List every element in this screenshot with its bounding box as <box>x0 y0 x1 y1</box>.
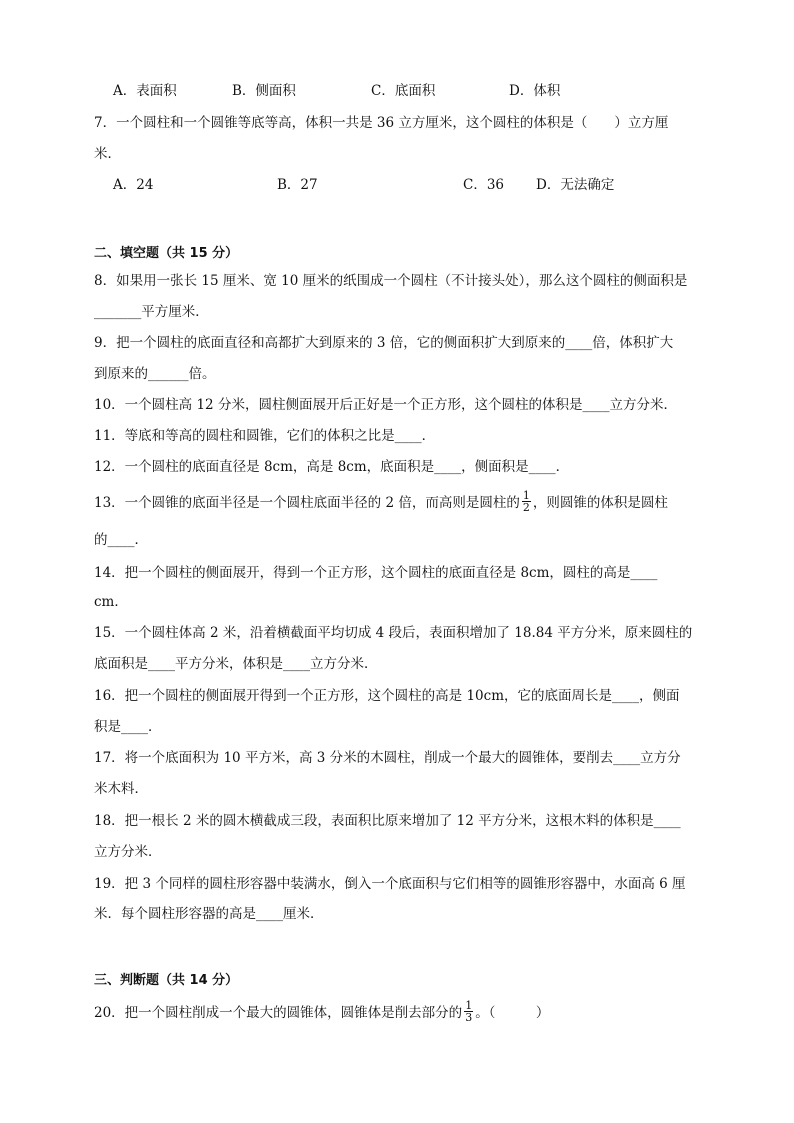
q18-line-1: 18．把一根长 2 米的圆木横截成三段，表面积比原来增加了 12 平方分米，这根木料的体积是____ <box>94 813 681 829</box>
q9-line-1: 9．把一个圆柱的底面直径和高都扩大到原来的 3 倍，它的侧面积扩大到原来的____倍，体积扩大 <box>94 335 674 351</box>
q14-line-2: cm． <box>94 594 128 610</box>
q7-option-c: C．36 <box>463 177 505 193</box>
q20-text <box>94 999 550 1025</box>
q12-text: 12．一个圆柱的底面直径是 8cm，高是 8cm，底面积是____，侧面积是____． <box>94 459 570 475</box>
q20-frac-den: 3 <box>465 1011 473 1024</box>
q7-option-b: B．27 <box>277 177 318 193</box>
q16-line-2: 积是____． <box>94 719 162 735</box>
q7-line-2: 米． <box>94 146 121 162</box>
q14-line-1: 14．把一个圆柱的侧面展开，得到一个正方形，这个圆柱的底面直径是 8cm，圆柱的高是____ <box>94 565 658 581</box>
q16-line-1: 16．把一个圆柱的侧面展开得到一个正方形，这个圆柱的高是 10cm，它的底面周长是____，侧面 <box>94 688 680 704</box>
q13-text-after: ，则圆锥的体积是圆柱 <box>532 495 668 511</box>
q8-line-1: 8．如果用一张长 15 厘米、宽 10 厘米的纸围成一个圆柱（不计接头处），那么这个圆柱的侧面积是 <box>94 273 688 289</box>
section-3-heading: 三、判断题（共 14 分） <box>94 973 239 988</box>
q15-line-2: 底面积是____平方分米，体积是____立方分米． <box>94 656 378 672</box>
q6-option-d: D．体积 <box>509 83 561 99</box>
q11-text: 11．等底和等高的圆柱和圆锥，它们的体积之比是____． <box>94 428 436 444</box>
q20-frac-num: 1 <box>465 999 473 1012</box>
q20-text-after: 。（ ） <box>475 1005 550 1021</box>
section-2-heading: 二、填空题（共 15 分） <box>94 246 239 261</box>
q6-option-b: B．侧面积 <box>232 83 296 99</box>
q20-text-before: 20．把一个圆柱削成一个最大的圆锥体，圆锥体是削去部分的 <box>94 1005 463 1021</box>
q17-line-1: 17．将一个底面积为 10 平方米，高 3 分米的木圆柱，削成一个最大的圆锥体，要削去____立方分 <box>94 750 681 766</box>
q19-line-1: 19．把 3 个同样的圆柱形容器中装满水，倒入一个底面积与它们相等的圆锥形容器中，水面高 6 厘 <box>94 876 686 892</box>
q20-fraction <box>464 1000 473 1023</box>
q15-line-1: 15．一个圆柱体高 2 米，沿着横截面平均切成 4 段后，表面积增加了 18.84 平方分米，原来圆柱的 <box>94 625 693 641</box>
q13-fraction <box>522 490 531 513</box>
q13-line-1 <box>94 489 668 515</box>
q9-line-2: 到原来的______倍。 <box>94 366 216 382</box>
q17-line-2: 米木料． <box>94 781 148 797</box>
q13-line-2: 的____． <box>94 532 148 548</box>
q13-frac-num: 1 <box>522 489 530 502</box>
q13-frac-den: 2 <box>522 501 530 514</box>
q8-line-2: _______平方厘米． <box>94 304 209 320</box>
q10-text: 10．一个圆柱高 12 分米，圆柱侧面展开后正好是一个正方形，这个圆柱的体积是____立方分米． <box>94 397 677 413</box>
q7-option-a: A．24 <box>113 177 154 193</box>
q18-line-2: 立方分米． <box>94 844 162 860</box>
q13-text-before: 13．一个圆锥的底面半径是一个圆柱底面半径的 2 倍，而高则是圆柱的 <box>94 495 520 511</box>
q19-line-2: 米．每个圆柱形容器的高是____厘米． <box>94 906 324 922</box>
q6-option-c: C．底面积 <box>371 83 436 99</box>
q7-line-1: 7．一个圆柱和一个圆锥等底等高，体积一共是 36 立方厘米，这个圆柱的体积是（ ）立方厘 <box>94 115 669 131</box>
q7-option-d: D．无法确定 <box>536 177 615 193</box>
q6-option-a: A．表面积 <box>113 83 177 99</box>
